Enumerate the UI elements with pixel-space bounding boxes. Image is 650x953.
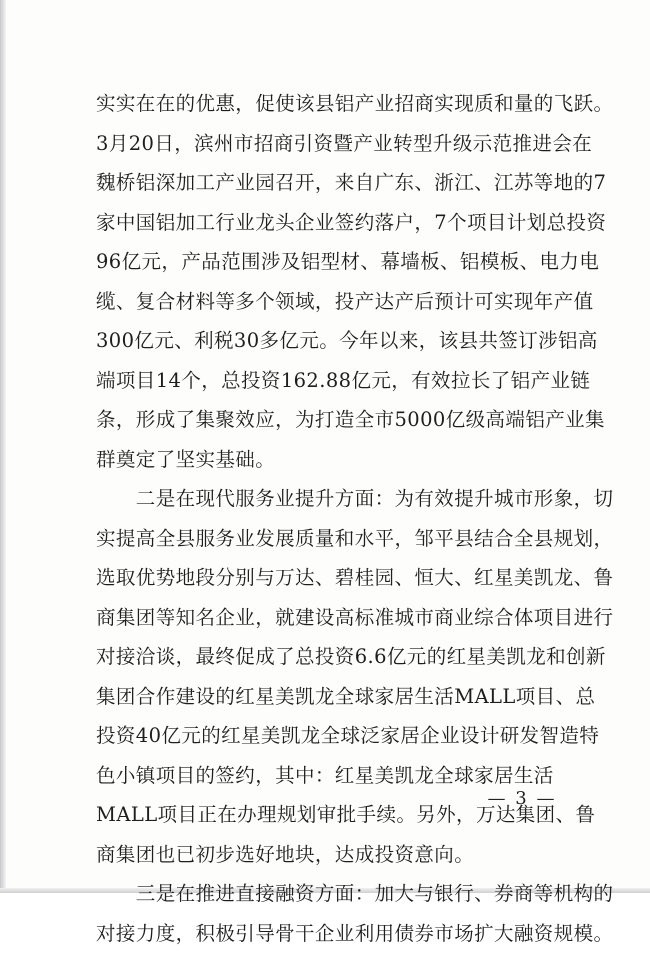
text-line: 投资40亿元的红星美凯龙全球泛家居企业设计研发智造特 — [96, 716, 566, 756]
text-line: 集团合作建设的红星美凯龙全球家居生活MALL项目、总 — [96, 677, 566, 717]
text-line: 魏桥铝深加工产业园召开，来自广东、浙江、江苏等地的7 — [96, 163, 566, 203]
text-line: 实提高全县服务业发展质量和水平，邹平县结合全县规划， — [96, 519, 566, 559]
text-line: 条，形成了集聚效应，为打造全市5000亿级高端铝产业集 — [96, 400, 566, 440]
text-line: 对接力度，积极引导骨干企业利用债券市场扩大融资规模。 — [96, 914, 566, 953]
text-line: 300亿元、利税30多亿元。今年以来，该县共签订涉铝高 — [96, 321, 566, 361]
page-number: — 3 — — [482, 788, 562, 809]
text-line: 3月20日，滨州市招商引资暨产业转型升级示范推进会在 — [96, 124, 566, 164]
text-line: 缆、复合材料等多个领域，投产达产后预计可实现年产值 — [96, 282, 566, 322]
text-line: 端项目14个，总投资162.88亿元，有效拉长了铝产业链 — [96, 361, 566, 401]
text-line: 实实在在的优惠，促使该县铝产业招商实现质和量的飞跃。 — [96, 84, 566, 124]
scan-edge-left — [0, 0, 6, 893]
text-line: 96亿元，产品范围涉及铝型材、幕墙板、铝模板、电力电 — [96, 242, 566, 282]
text-line: 三是在推进直接融资方面：加大与银行、券商等机构的 — [96, 874, 566, 914]
text-line: 二是在现代服务业提升方面：为有效提升城市形象，切 — [96, 479, 566, 519]
text-line: 商集团也已初步选好地块，达成投资意向。 — [96, 835, 566, 875]
text-line: 家中国铝加工行业龙头企业签约落户，7个项目计划总投资 — [96, 203, 566, 243]
text-line: 色小镇项目的签约，其中：红星美凯龙全球家居生活 — [96, 756, 566, 796]
body-text — [96, 84, 566, 953]
text-line: 群奠定了坚实基础。 — [96, 440, 566, 480]
text-line: 商集团等知名企业，就建设高标准城市商业综合体项目进行 — [96, 598, 566, 638]
text-line: MALL项目正在办理规划审批手续。另外，万达集团、鲁 — [96, 795, 566, 835]
text-line: 对接洽谈，最终促成了总投资6.6亿元的红星美凯龙和创新 — [96, 637, 566, 677]
text-line: 选取优势地段分别与万达、碧桂园、恒大、红星美凯龙、鲁 — [96, 558, 566, 598]
